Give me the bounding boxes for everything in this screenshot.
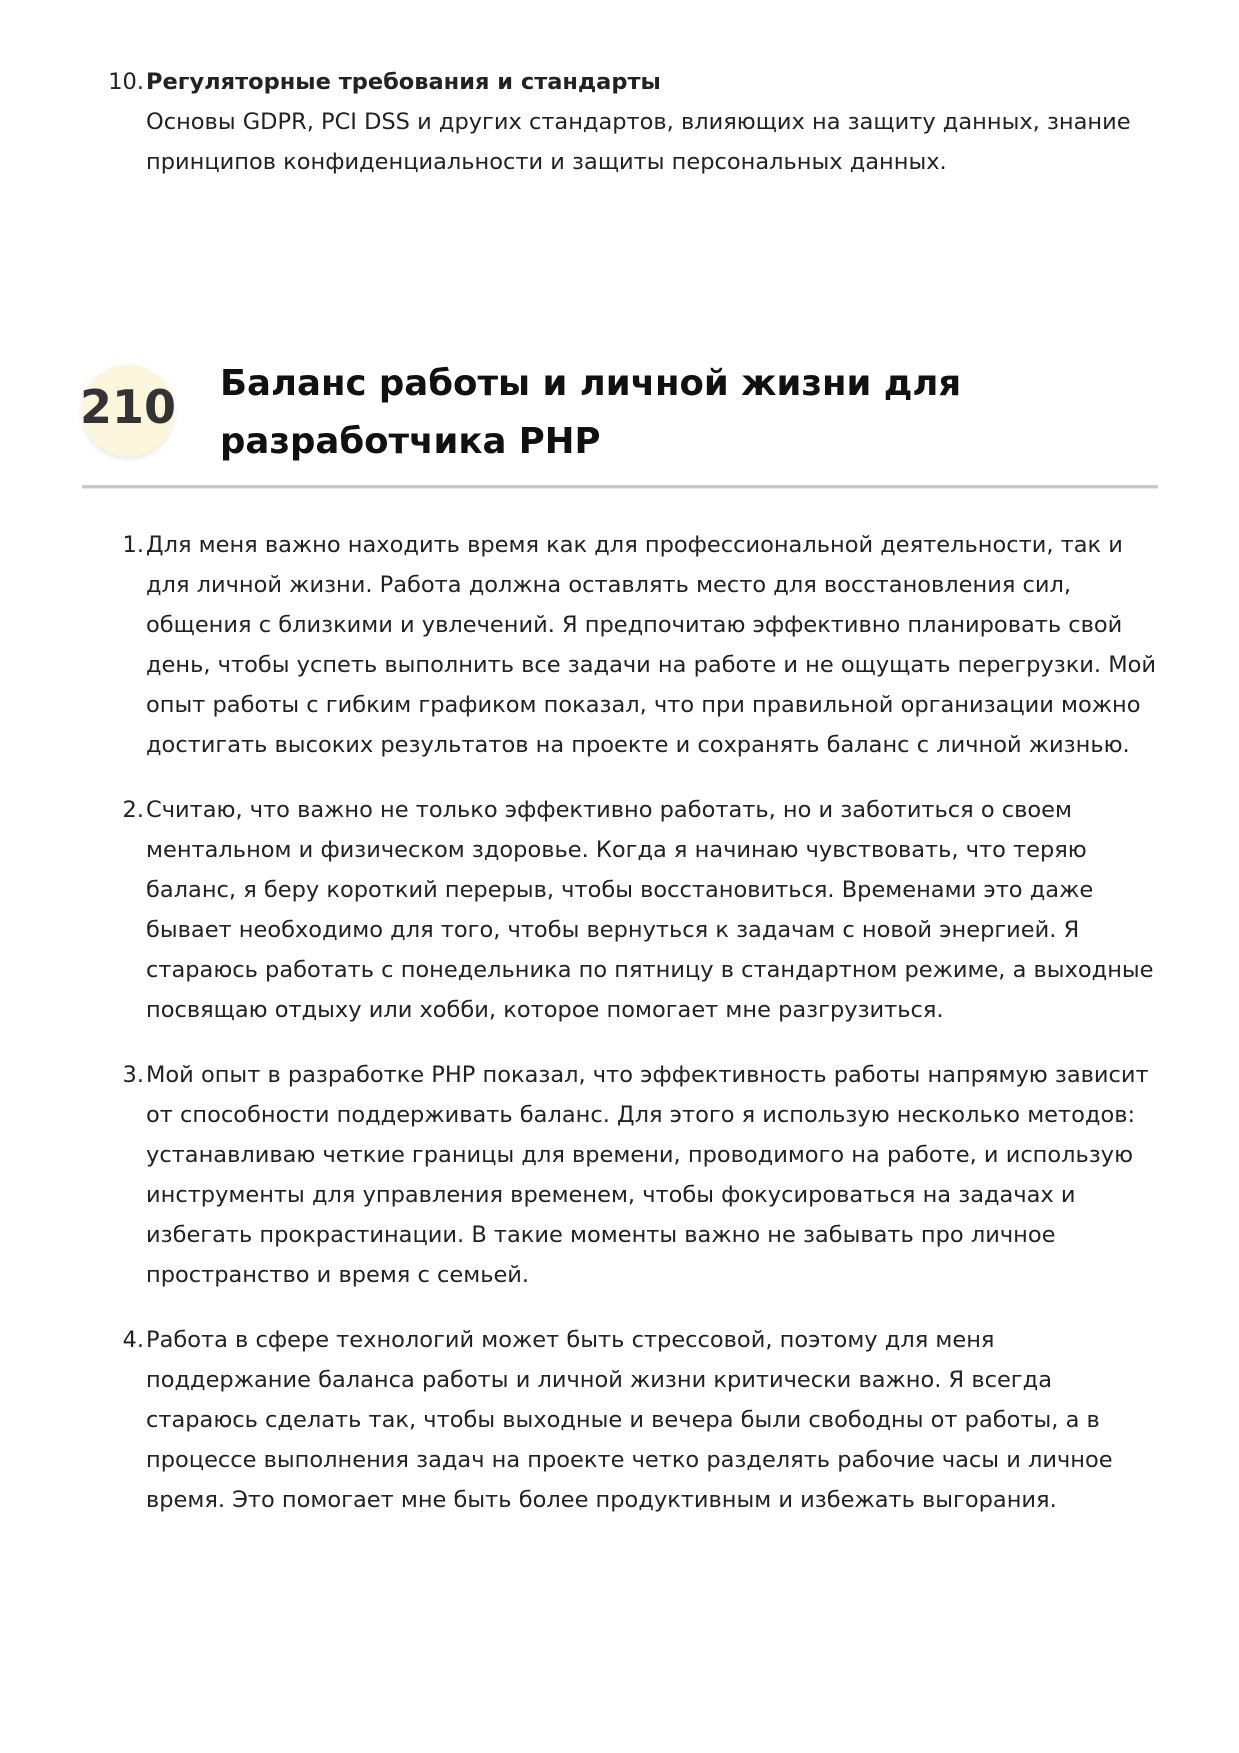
list-item-number: 10. bbox=[108, 69, 144, 95]
list-item-text: Считаю, что важно не только эффективно работать, но и заботиться о своем ментальном и физическом здоровье. Когда я начинаю чувствовать, что теряю баланс, я беру короткий перерыв, чтобы восстановиться. Временами это даже бывает необходимо для того, чтобы вернуться к задачам с новой энергией. Я стараюсь работать с понедельника по пятницу в стандартном режиме, а выходные посвящаю отдыху или хобби, которое помогает мне разгрузиться. bbox=[146, 797, 1154, 1023]
list-item bbox=[104, 790, 1164, 1030]
list-item-text: Мой опыт в разработке PHP показал, что эффективность работы напрямую зависит от способности поддерживать баланс. Для этого я использую несколько методов: устанавливаю четкие границы для времени, проводимого на работе, и использую инструменты для управления временем, чтобы фокусироваться на задачах и избегать прокрастинации. В такие моменты важно не забывать про личное пространство и время с семьей. bbox=[146, 1062, 1149, 1288]
list-item bbox=[104, 525, 1164, 765]
section-header bbox=[79, 355, 1158, 488]
previous-section-list bbox=[104, 62, 1164, 182]
list-item-number: 3. bbox=[122, 1062, 144, 1088]
list-item-text: Для меня важно находить время как для профессиональной деятельности, так и для личной жизни. Работа должна оставлять место для восстановления сил, общения с близкими и увлечений. Я предпочитаю эффективно планировать свой день, чтобы успеть выполнить все задачи на работе и не ощущать перегрузки. Мой опыт работы с гибким графиком показал, что при правильной организации можно достигать высоких результатов на проекте и сохранять баланс с личной жизнью. bbox=[146, 532, 1157, 758]
list-item bbox=[104, 1055, 1164, 1295]
list-item bbox=[104, 1320, 1164, 1520]
list-item-number: 4. bbox=[122, 1327, 144, 1353]
list-item-number: 1. bbox=[122, 532, 144, 558]
section-number: 210 bbox=[79, 380, 177, 434]
section-answer-list bbox=[104, 525, 1164, 1545]
list-item-title: Регуляторные требования и стандарты bbox=[146, 69, 661, 95]
list-item-number: 2. bbox=[122, 797, 144, 823]
section-title: Баланс работы и личной жизни для разработчика PHP bbox=[220, 363, 962, 462]
list-item-text: Основы GDPR, PCI DSS и других стандартов, влияющих на защиту данных, знание принципов конфиденциальности и защиты персональных данных. bbox=[146, 109, 1131, 175]
list-item bbox=[104, 62, 1164, 182]
list-item-text: Работа в сфере технологий может быть стрессовой, поэтому для меня поддержание баланса работы и личной жизни критически важно. Я всегда стараюсь сделать так, чтобы выходные и вечера были свободны от работы, а в процессе выполнения задач на проекте четко разделять рабочие часы и личное время. Это помогает мне быть более продуктивным и избежать выгорания. bbox=[146, 1327, 1113, 1513]
